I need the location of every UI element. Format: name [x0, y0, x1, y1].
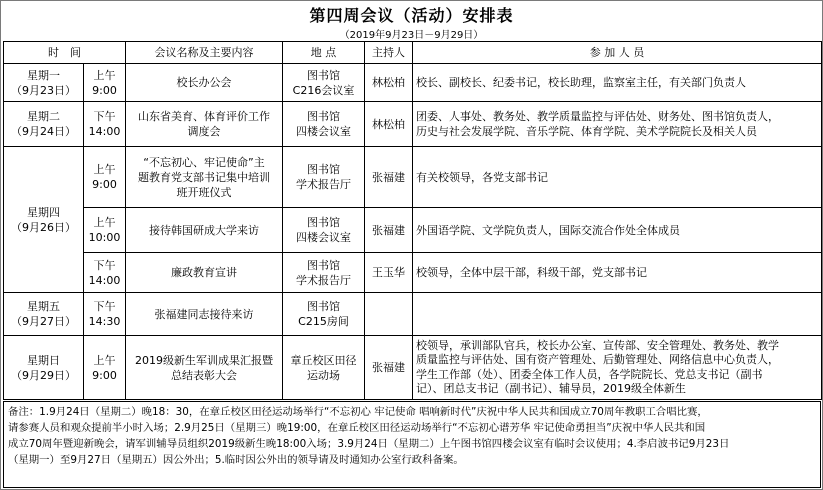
- location-cell: 图书馆 C216会议室: [283, 64, 365, 102]
- participants-cell: 校领导，全体中层干部，科级干部，党支部书记: [413, 253, 822, 293]
- page-title: 第四周会议（活动）安排表: [309, 6, 514, 25]
- meeting-cell: 廉政教育宣讲: [126, 253, 283, 293]
- participants-cell: 校长、副校长、纪委书记，校长助理，监察室主任，有关部门负责人: [413, 64, 822, 102]
- host-cell: 林松柏: [365, 64, 413, 102]
- time-cell: 上午 9:00: [84, 147, 126, 208]
- meeting-cell: 校长办公会: [126, 64, 283, 102]
- participants-cell: [413, 293, 822, 336]
- day-cell: 星期一 （9月23日）: [4, 64, 84, 102]
- location-cell: 图书馆 学术报告厅: [283, 253, 365, 293]
- host-cell: 张福建: [365, 336, 413, 400]
- header-time: 时 间: [4, 42, 126, 64]
- host-cell: 张福建: [365, 147, 413, 208]
- location-cell: 章丘校区田径 运动场: [283, 336, 365, 400]
- table-row: [4, 336, 822, 400]
- time-cell: 上午 10:00: [84, 208, 126, 253]
- schedule-table: [3, 41, 822, 400]
- meeting-cell: 山东省美育、体育评价工作 调度会: [126, 102, 283, 147]
- table-row: [4, 102, 822, 147]
- time-cell: 下午 14:00: [84, 253, 126, 293]
- notes-line: 成立70周年暨迎新晚会，请军训辅导员组织2019级新生晚18:00入场；3.9月24日（星期二）上午图书馆四楼会议室有临时会议使用；4.李启波书记9月23日: [8, 438, 730, 450]
- meeting-cell: 张福建同志接待来访: [126, 293, 283, 336]
- host-cell: 王玉华: [365, 253, 413, 293]
- notes-line: （星期一）至9月27日（星期五）因公外出；5.临时因公外出的领导请及时通知办公室行政科备案。: [8, 454, 464, 466]
- header-participants: 参 加 人 员: [413, 42, 822, 64]
- time-cell: 上午 9:00: [84, 64, 126, 102]
- notes-line: 请参赛人员和观众提前半小时入场；2.9月25日（星期三）晚19:00，在章丘校区田径运动场举行“不忘初心谱芳华 牢记使命勇担当”庆祝中华人民共和国: [8, 422, 706, 434]
- header-meeting: 会议名称及主要内容: [126, 42, 283, 64]
- time-cell: 上午 9:00: [84, 336, 126, 400]
- date-range: （2019年9月23日－9月29日）: [339, 30, 484, 41]
- table-row: [4, 147, 822, 208]
- meeting-cell: “不忘初心、牢记使命”主 题教育党支部书记集中培训 班开班仪式: [126, 147, 283, 208]
- header-location: 地 点: [283, 42, 365, 64]
- participants-cell: 外国语学院、文学院负责人，国际交流合作处全体成员: [413, 208, 822, 253]
- notes-line: 备注：1.9月24日（星期二）晚18：30，在章丘校区田径运动场举行“不忘初心 牢记使命 唱响新时代”庆祝中华人民共和国成立70周年教职工合唱比赛，: [8, 406, 708, 418]
- participants-cell: 团委、人事处、教务处、教学质量监控与评估处、财务处、图书馆负责人， 历史与社会发展学院、音乐学院、体育学院、美术学院院长及相关人员: [413, 102, 822, 147]
- day-cell: 星期二 （9月24日）: [4, 102, 84, 147]
- day-cell: 星期日 （9月29日）: [4, 336, 84, 400]
- day-cell: 星期四 （9月26日）: [4, 147, 84, 293]
- participants-cell: 有关校领导，各党支部书记: [413, 147, 822, 208]
- time-cell: 下午 14:30: [84, 293, 126, 336]
- table-row: [4, 253, 822, 293]
- notes-section: [3, 401, 821, 488]
- table-row: [4, 64, 822, 102]
- location-cell: 图书馆 C215房间: [283, 293, 365, 336]
- time-cell: 下午 14:00: [84, 102, 126, 147]
- host-cell: 张福建: [365, 208, 413, 253]
- table-row: [4, 208, 822, 253]
- table-row: [4, 293, 822, 336]
- location-cell: 图书馆 四楼会议室: [283, 102, 365, 147]
- location-cell: 图书馆 学术报告厅: [283, 147, 365, 208]
- location-cell: 图书馆 四楼会议室: [283, 208, 365, 253]
- meeting-cell: 2019级新生军训成果汇报暨 总结表彰大会: [126, 336, 283, 400]
- host-cell: 林松柏: [365, 102, 413, 147]
- day-cell: 星期五 （9月27日）: [4, 293, 84, 336]
- host-cell: [365, 293, 413, 336]
- participants-cell: 校领导，承训部队官兵，校长办公室、宣传部、安全管理处、教务处、教学 质量监控与评估处、国有资产管理处、后勤管理处、网络信息中心负责人， 学生工作部（处）、团委全体工作人员，各学院院长、党总支书记（副书 记）、团总支书记（副书记）、辅导员，2019级全体新生: [413, 336, 822, 400]
- header-row: [4, 42, 822, 64]
- meeting-cell: 接待韩国研成大学来访: [126, 208, 283, 253]
- header-host: 主持人: [365, 42, 413, 64]
